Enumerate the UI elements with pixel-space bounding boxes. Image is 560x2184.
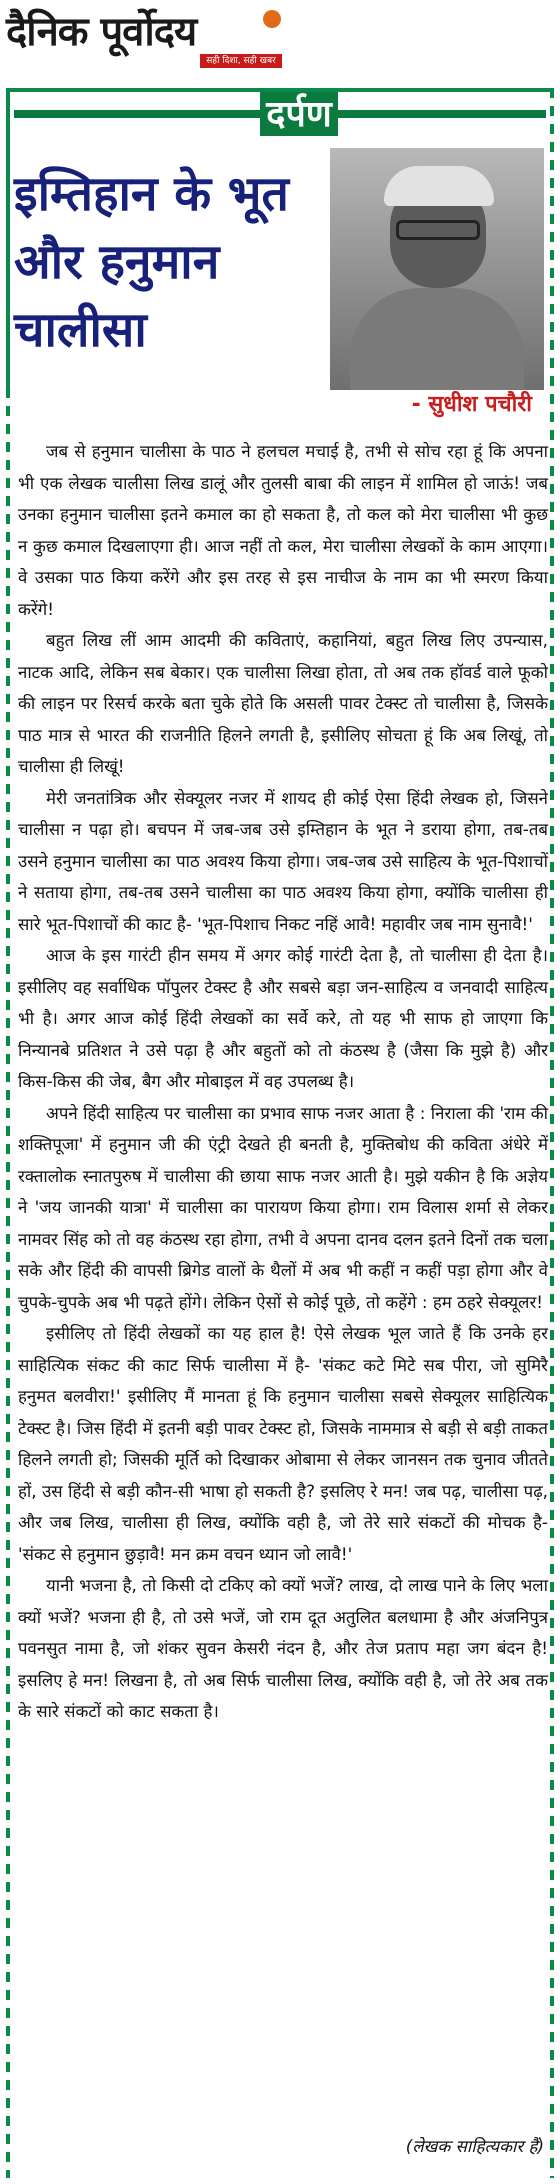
author-note: (लेखक साहित्यकार हैं) — [405, 2136, 544, 2156]
photo-hair-shape — [384, 166, 494, 206]
article-body — [18, 436, 548, 1728]
sun-logo-icon — [263, 10, 281, 28]
frame-left-dashed-border — [6, 388, 10, 2178]
frame-right-dashed-border — [550, 88, 554, 2178]
masthead-tagline: सही दिशा, सही खबर — [200, 54, 282, 68]
author-byline: - सुधीश पचौरी — [411, 392, 532, 417]
photo-body-shape — [350, 288, 524, 390]
photo-glasses-shape — [396, 220, 480, 240]
article-paragraph: जब से हनुमान चालीसा के पाठ ने हलचल मचाई है, तभी से सोच रहा हूं कि अपना भी एक लेखक चालीसा लिख डालूं और तुलसी बाबा की लाइन में शामिल हो जाऊं! जब उनका हनुमान चालीसा इतने कमाल का हो सकता है, तो कल को मेरा चालीसा भी कुछ न कुछ कमाल दिखलाएगा ही। आज नहीं तो कल, मेरा चालीसा लेखकों के काम आएगा। वे उसका पाठ किया करेंगे और इस तरह से इस नाचीज के नाम का भी स्मरण किया करेंगे! — [18, 441, 548, 619]
article-paragraph: बहुत लिख लीं आम आदमी की कविताएं, कहानियां, बहुत लिख लिए उपन्यास, नाटक आदि, लेकिन सब बेकार। एक चालीसा लिखा होता, तो अब तक हॉवर्ड वाले फूको की लाइन पर रिसर्च करके बता चुके होते कि असली पावर टेक्स्ट तो चालीसा है, जिसके पाठ मात्र से भारत की राजनीति हिलने लगती है, इसीलिए सोचता हूं कि अब लिखूं, तो चालीसा ही लिखूं! — [18, 630, 548, 776]
masthead — [0, 0, 560, 78]
newspaper-name: दैनिक पूर्वोदय — [6, 8, 197, 55]
author-photo — [330, 148, 544, 390]
section-label: दर्पण — [260, 92, 338, 136]
article-headline: इम्तिहान के भूत और हनुमान चालीसा — [14, 166, 289, 358]
article-paragraph: इसीलिए तो हिंदी लेखकों का यह हाल है! ऐसे लेखक भूल जाते हैं कि उनके हर साहित्यिक संकट की काट सिर्फ चालीसा में है- 'संकट कटे मिटे सब पीरा, जो सुमिरै हनुमत बलवीरा!' इसीलिए मैं मानता हूं कि हनुमान चालीसा सबसे सेक्यूलर साहित्यिक टेक्स्ट है। जिस हिंदी में इतनी बड़ी पावर टेक्स्ट हो, जिसके नाममात्र से बड़ी से बड़ी ताकत हिलने लगती हो; जिसकी मूर्ति को दिखाकर ओबामा से लेकर जानसन तक चुनाव जीतते हों, उस हिंदी से बड़ी कौन-सी भाषा हो सकती है? इसलिए रे मन! जब पढ़, चालीसा पढ़, और जब लिख, चालीसा ही लिख, क्योंकि वही है, जो तेरे सारे संकटों की मोचक है- 'संकट से हनुमान छुड़ावै! मन क्रम वचन ध्यान जो लावै!' — [18, 1323, 548, 1564]
article-paragraph: आज के इस गारंटी हीन समय में अगर कोई गारंटी देता है, तो चालीसा ही देता है। इसीलिए वह सर्वाधिक पॉपुलर टेक्स्ट है और सबसे बड़ा जन-साहित्य व जनवादी साहित्य भी है। अगर आज कोई हिंदी लेखकों का सर्वे करे, तो यह भी साफ हो जाएगा कि निन्यानबे प्रतिशत ने उसे पढ़ा है और बहुतों को तो कंठस्थ है (जैसा कि मुझे है) और किस-किस की जेब, बैग और मोबाइल में वह उपलब्ध है। — [18, 945, 548, 1091]
article-paragraph: अपने हिंदी साहित्य पर चालीसा का प्रभाव साफ नजर आता है : निराला की 'राम की शक्तिपूजा' में हनुमान जी की एंट्री देखते ही बनती है, मुक्तिबोध की कविता अंधेरे में रक्तालोक स्नातपुरुष में चालीसा की छाया साफ नजर आती है। मुझे यकीन है कि अज्ञेय ने 'जय जानकी यात्रा' में चालीसा का पारायण किया होगा। राम विलास शर्मा से लेकर नामवर सिंह को तो वह कंठस्थ रहा होगा, तभी वे अपना दानव दलन इतने दिनों तक चला सके और हिंदी की वापसी ब्रिगेड वालों के थैलों में अब भी कहीं न कहीं पड़ा होगा और वे चुपके-चुपके अब भी पढ़ते होंगे। लेकिन ऐसों से कोई पूछे, तो कहेंगे : हम ठहरे सेक्यूलर! — [18, 1102, 548, 1312]
article-paragraph: यानी भजना है, तो किसी दो टकिए को क्यों भजें? लाख, दो लाख पाने के लिए भला क्यों भजें? भजना ही है, तो उसे भजें, जो राम दूत अतुलित बलधामा है और अंजनिपुत्र पवनसुत नामा है, जो शंकर सुवन केसरी नंदन है, और तेज प्रताप महा जग बंदन है! इसलिए हे मन! लिखना है, तो अब सिर्फ चालीसा लिख, क्योंकि वही है, जो तेरे अब तक के सारे संकटों को काट सकता है। — [18, 1575, 548, 1721]
frame-left-border — [6, 88, 10, 388]
article-paragraph: मेरी जनतांत्रिक और सेक्यूलर नजर में शायद ही कोई ऐसा हिंदी लेखक हो, जिसने चालीसा न पढ़ा हो। बचपन में जब-जब उसे इम्तिहान के भूत ने डराया होगा, तब-तब उसने हनुमान चालीसा का पाठ अवश्य किया होगा। जब-जब उसे साहित्य के भूत-पिशाचों ने सताया होगा, तब-तब उसने चालीसा का पाठ अवश्य किया होगा, क्योंकि चालीसा ही सारे भूत-पिशाचों की काट है- 'भूत-पिशाच निकट नहिं आवै! महावीर जब नाम सुनावै!' — [18, 787, 548, 934]
